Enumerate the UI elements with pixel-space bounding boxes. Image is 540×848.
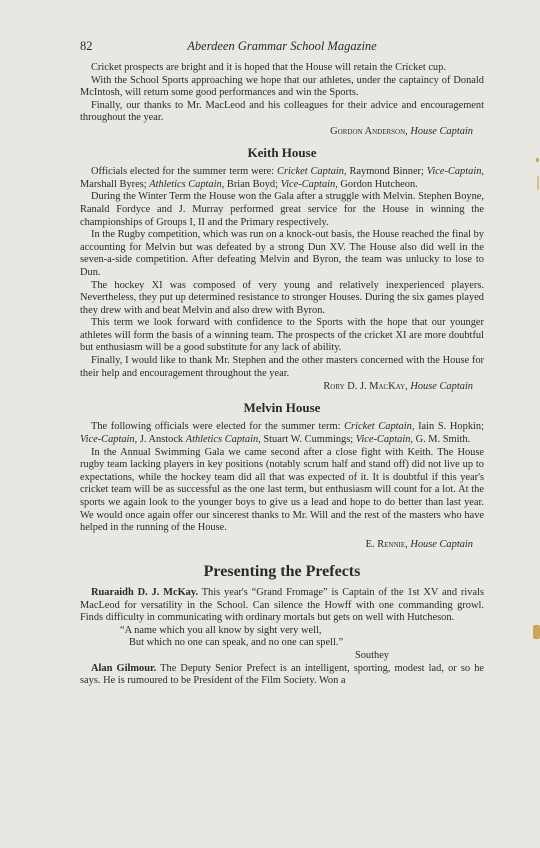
keith-role-3: Athletics Captain, (149, 178, 225, 190)
keith-officials-paragraph (80, 166, 484, 191)
intro-paragraph-1: Cricket prospects are bright and it is hoped that the House will retain the Cricket cup. (91, 62, 446, 73)
signature-name: E. Rennie, (365, 538, 408, 550)
keith-name-1: Raymond Binner; (346, 166, 427, 178)
signature-role: House Captain (410, 381, 473, 393)
prefect-name: Ruaraidh D. J. McKay. (91, 586, 199, 598)
prefect-gilmour-paragraph (80, 663, 484, 688)
page-header (80, 39, 484, 57)
quote-source: Southey (354, 649, 389, 661)
keith-role-1: Cricket Captain, (277, 166, 347, 178)
margin-mark-mid (537, 176, 539, 190)
page-number: 82 (80, 39, 93, 53)
keith-role-2: Vice-Captain, (426, 166, 484, 178)
keith-signature (80, 381, 484, 394)
keith-paragraph-3: In the Rugby competition, which was run on a knock-out basis, the House reached the final by accounting for Melvin but was defeated by a strong Dun XV. The House also did well in the seven-a-side competition. After defeating Melvin and Byron, the team was unlucky to lose to Dun. (80, 229, 484, 278)
margin-mark-prefects (533, 625, 540, 639)
melvin-name-2: J. Anstock (137, 434, 186, 446)
melvin-role-3: Athletics Captain, (185, 434, 261, 446)
keith-house-heading: Keith House (247, 144, 317, 160)
prefects-section (80, 563, 485, 687)
prefect-description: This year's “Grand Fromage” is Captain of the 1st XV and rivals MacLeod for versatility in the School. Can silence the Howff with one commanding growl. Finds difficulty in communicating with ordinary mortals but gets on well with Hutcheson. (80, 586, 484, 624)
signature-name: Rory D. J. MacKay, (323, 381, 408, 393)
keith-paragraph-4: The hockey XI was composed of very young and relatively inexperienced players. Nevertheless, they put up determined resistance to stronger Houses. During the six games played they drew with and beat Melvin and also drew with Byron. (80, 279, 484, 316)
intro-signature (80, 126, 484, 139)
signature-role: House Captain (410, 125, 473, 137)
melvin-house-section (80, 399, 484, 552)
melvin-role-4: Vice-Captain, (355, 434, 413, 446)
intro-section (80, 62, 484, 139)
quote-line-2: But which no one can speak, and no one can spell.” (129, 637, 344, 649)
melvin-paragraph-2: In the Annual Swimming Gala we came second after a close fight with Keith. The House rugby team lacking players in key positions (notably scrum half and stand off) did not live up to expectations, while the hockey team did all that was expected of it. It is doubtful if this year's cricket team will be as successful as the one last term, but enthusiasm will count for a lot. At the sports we again look to the younger boys to give us a lead and hope to do better than last year. We would once again offer our sincerest thanks to Mr. Will and the rest of the masters who have helped in the running of the House. (80, 446, 484, 534)
melvin-name-4: G. M. Smith. (413, 434, 471, 446)
keith-name-3: Brian Boyd; (224, 178, 281, 190)
signature-role: House Captain (410, 538, 473, 550)
melvin-officials-paragraph (80, 421, 484, 446)
prefect-mckay-paragraph (80, 587, 484, 625)
melvin-officials-intro: The following officials were elected for the summer term: (91, 421, 345, 433)
melvin-house-heading: Melvin House (243, 399, 321, 415)
melvin-role-2: Vice-Captain, (80, 434, 138, 446)
melvin-signature (80, 539, 484, 552)
signature-name: Gordon Anderson, (330, 125, 408, 137)
prefect-name: Alan Gilmour. (91, 662, 157, 674)
keith-paragraph-6: Finally, I would like to thank Mr. Stephen and the other masters concerned with the House for their help and encouragement throughout the year. (80, 355, 484, 379)
quote-line-1: “A name which you all know by sight very well, (120, 624, 322, 636)
margin-mark-top (536, 158, 539, 162)
keith-officials-intro: Officials elected for the summer term were: (91, 166, 278, 178)
melvin-name-1: Iain S. Hopkin; (414, 421, 484, 433)
keith-paragraph-2: During the Winter Term the House won the Gala after a struggle with Melvin. Stephen Boyne, Ranald Fordyce and J. Murray performed great service for the House in winning the championships of Groups I, II and the Primary respectively. (80, 191, 484, 228)
prefects-heading: Presenting the Prefects (203, 563, 361, 581)
keith-name-2: Marshall Byres; (80, 178, 150, 190)
keith-house-section (80, 144, 484, 394)
intro-paragraph-2: With the School Sports approaching we hope that our athletes, under the captaincy of Donald McIntosh, will return some good performances and win the Sports. (80, 74, 484, 99)
keith-name-4: Gordon Hutcheon. (337, 178, 418, 190)
melvin-role-1: Cricket Captain, (344, 421, 415, 433)
journal-title: Aberdeen Grammar School Magazine (187, 39, 377, 53)
keith-paragraph-5: This term we look forward with confidence to the Sports with the hope that our younger athletes will form the basis of a winning team. The prospects of the cricket XI are more doubtful but enthusiasm will be a good substitute for any lack of ability. (80, 317, 484, 354)
prefect-description: The Deputy Senior Prefect is an intelligent, sporting, modest lad, or so he says. He is rumoured to be President of the Film Society. Won a (80, 662, 485, 687)
intro-paragraph-3: Finally, our thanks to Mr. MacLeod and his colleagues for their advice and encouragement throughout the year. (80, 99, 484, 124)
keith-role-4: Vice-Captain, (280, 178, 338, 190)
melvin-name-3: Stuart W. Cummings; (260, 434, 356, 446)
page-body (80, 62, 484, 688)
